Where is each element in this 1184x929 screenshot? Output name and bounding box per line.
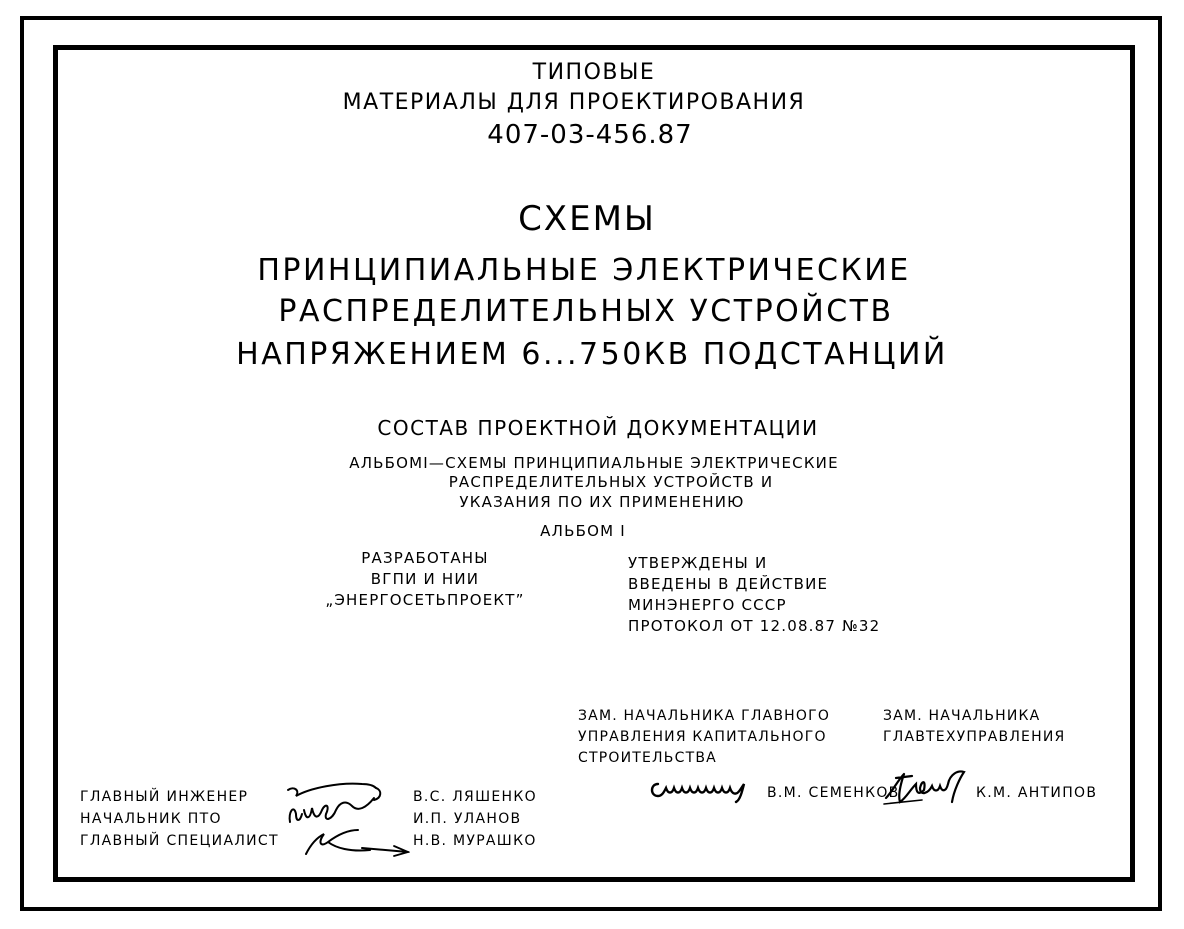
series-label: ТИПОВЫЕ: [532, 60, 656, 85]
series-code: 407-03-456.87: [487, 120, 693, 150]
album-number: АЛЬБОМ I: [540, 522, 626, 540]
deputy-tech-name: К.М. АНТИПОВ: [976, 785, 1098, 801]
signatory-role-3: ГЛАВНЫЙ СПЕЦИАЛИСТ: [80, 833, 279, 849]
deputy-capital-line-1: ЗАМ. НАЧАЛЬНИКА ГЛАВНОГО: [578, 708, 831, 724]
signatory-role-2: НАЧАЛЬНИК ПТО: [80, 811, 222, 827]
title-line-4: НАПРЯЖЕНИЕМ 6...750КВ ПОДСТАНЦИЙ: [236, 337, 948, 372]
signatory-name-3: Н.В. МУРАШКО: [413, 833, 537, 849]
approved-line-4: ПРОТОКОЛ ОТ 12.08.87 №32: [628, 617, 881, 635]
composition-heading: СОСТАВ ПРОЕКТНОЙ ДОКУМЕНТАЦИИ: [377, 416, 819, 440]
signatories-signatures-image: [270, 776, 410, 858]
approved-line-1: УТВЕРЖДЕНЫ И: [628, 554, 768, 572]
antipov-signature-image: [882, 768, 972, 808]
deputy-capital-block: [578, 706, 830, 769]
approved-line-2: ВВЕДЕНЫ В ДЕЙСТВИЕ: [628, 575, 829, 593]
deputy-tech-block: [883, 706, 1065, 748]
approved-line-3: МИНЭНЕРГО СССР: [628, 596, 787, 614]
developed-block: [325, 548, 524, 611]
deputy-capital-line-2: УПРАВЛЕНИЯ КАПИТАЛЬНОГО: [578, 729, 827, 745]
signatory-roles: [80, 786, 279, 852]
semenkov-signature-image: [648, 776, 766, 804]
title-line-1: СХЕМЫ: [518, 199, 656, 239]
title-line-3: РАСПРЕДЕЛИТЕЛЬНЫХ УСТРОЙСТВ: [278, 294, 894, 329]
developed-line-3: „ЭНЕРГОСЕТЬПРОЕКТ”: [325, 591, 525, 609]
album-description-line-2: РАСПРЕДЕЛИТЕЛЬНЫХ УСТРОЙСТВ И: [448, 473, 774, 491]
album-description-line-3: УКАЗАНИЯ ПО ИХ ПРИМЕНЕНИЮ: [459, 493, 745, 511]
deputy-tech-line-2: ГЛАВТЕХУПРАВЛЕНИЯ: [883, 729, 1066, 745]
signatory-role-1: ГЛАВНЫЙ ИНЖЕНЕР: [80, 789, 249, 805]
deputy-capital-line-3: СТРОИТЕЛЬСТВА: [578, 750, 717, 766]
deputy-capital-name: В.М. СЕМЕНКОВ: [767, 785, 900, 801]
deputy-tech-line-1: ЗАМ. НАЧАЛЬНИКА: [883, 708, 1041, 724]
title-line-2: ПРИНЦИПИАЛЬНЫЕ ЭЛЕКТРИЧЕСКИЕ: [257, 253, 911, 288]
album-description-line-1: АЛЬБОМI—СХЕМЫ ПРИНЦИПИАЛЬНЫЕ ЭЛЕКТРИЧЕСКИЕ: [349, 454, 839, 472]
developed-line-2: ВГПИ И НИИ: [370, 570, 480, 588]
developed-line-1: РАЗРАБОТАНЫ: [361, 549, 489, 567]
approved-block: [628, 553, 880, 637]
signatory-names: [413, 786, 537, 852]
signatory-name-1: В.С. ЛЯШЕНКО: [413, 789, 537, 805]
signatory-name-2: И.П. УЛАНОВ: [413, 811, 522, 827]
series-subtitle: МАТЕРИАЛЫ ДЛЯ ПРОЕКТИРОВАНИЯ: [342, 90, 806, 115]
